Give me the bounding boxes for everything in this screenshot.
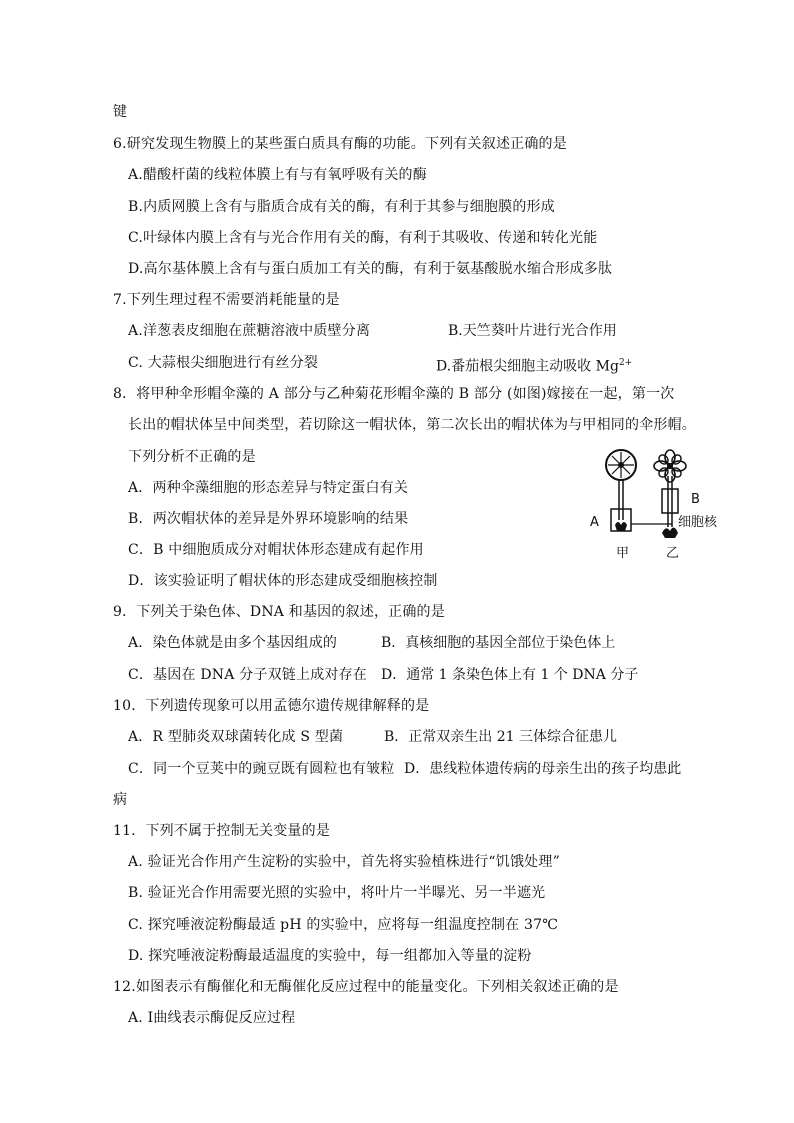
- question-9-option-c: C．基因在 DNA 分子双链上成对存在: [128, 667, 367, 683]
- question-12: 12.如图表示有酶催化和无酶催化反应过程中的能量变化。下列相关叙述正确的是: [113, 979, 619, 995]
- question-8-option-d: D．该实验证明了帽状体的形态建成受细胞核控制: [128, 573, 438, 589]
- question-6-option-b: B.内质网膜上含有与脂质合成有关的酶，有利于其参与细胞膜的形成: [128, 199, 555, 215]
- question-9-option-a: A．染色体就是由多个基因组成的: [128, 635, 338, 651]
- rhizoid-jia: [615, 522, 627, 531]
- question-6: 6.研究发现生物膜上的某些蛋白质具有酶的功能。下列有关叙述正确的是: [113, 136, 567, 152]
- question-7-option-d-text: D.番茄根尖细胞主动吸收 Mg: [436, 358, 619, 375]
- acetabularia-graft-figure: [588, 447, 718, 562]
- stalk-jia: [619, 480, 623, 520]
- question-10-option-d: D．患线粒体遗传病的母亲生出的孩子均患此: [404, 761, 682, 777]
- rhizoid-yi: [662, 527, 678, 538]
- question-7: 7.下列生理过程不需要消耗能量的是: [113, 292, 340, 308]
- part-b-box: [662, 489, 678, 513]
- question-9-option-b: B．真核细胞的基因全部位于染色体上: [381, 635, 616, 651]
- question-7-option-d: [436, 353, 632, 377]
- question-11-option-b: B. 验证光合作用需要光照的实验中，将叶片一半曝光、另一半遮光: [128, 885, 546, 901]
- question-10: 10．下列遗传现象可以用孟德尔遗传规律解释的是: [113, 698, 430, 714]
- question-7-option-c: C. 大蒜根尖细胞进行有丝分裂: [128, 355, 319, 371]
- question-11-option-d: D. 探究唾液淀粉酶最适温度的实验中，每一组都加入等量的淀粉: [128, 948, 532, 964]
- question-8-prompt: 下列分析不正确的是: [128, 449, 256, 465]
- question-10-option-a: A．R 型肺炎双球菌转化成 S 型菌: [128, 729, 344, 745]
- label-jia: 甲: [616, 546, 630, 561]
- question-12-option-a: A. Ⅰ曲线表示酶促反应过程: [128, 1010, 296, 1026]
- question-6-option-d: D.高尔基体膜上含有与蛋白质加工有关的酶，有利于氨基酸脱水缩合形成多肽: [128, 261, 613, 277]
- label-nucleus: 细胞核: [678, 515, 718, 530]
- question-11-option-a: A. 验证光合作用产生淀粉的实验中，首先将实验植株进行“饥饿处理”: [128, 854, 560, 870]
- question-7-option-b: B.天竺葵叶片进行光合作用: [448, 323, 617, 339]
- question-10-option-d-wrap: 病: [113, 792, 128, 808]
- question-9: 9．下列关于染色体、DNA 和基因的叙述，正确的是: [113, 604, 445, 620]
- stalk-yi: [668, 476, 672, 527]
- question-7-option-a: A.洋葱表皮细胞在蔗糖溶液中质壁分离: [128, 323, 371, 339]
- question-8-option-a: A．两种伞藻细胞的形态差异与特定蛋白有关: [128, 480, 409, 496]
- question-10-option-c: C．同一个豆荚中的豌豆既有圆粒也有皱粒: [128, 761, 395, 777]
- label-a: A: [590, 515, 599, 530]
- question-6-option-c: C.叶绿体内膜上含有与光合作用有关的酶，有利于其吸收、传递和转化光能: [128, 230, 598, 246]
- question-10-option-b: B．正常双亲生出 21 三体综合征患儿: [384, 729, 618, 745]
- figure-drawing: [588, 447, 718, 562]
- umbrella-cap-icon: [606, 450, 636, 480]
- question-8: 8．将甲种伞形帽伞藻的 A 部分与乙种菊花形帽伞藻的 B 部分 (如图)嫁接在一起，第一次: [113, 386, 675, 402]
- label-b: B: [691, 492, 700, 507]
- continued-text: 键: [113, 104, 128, 120]
- question-6-option-a: A.醋酸杆菌的线粒体膜上有与有氧呼吸有关的酶: [128, 167, 427, 183]
- question-11-option-c: C. 探究唾液淀粉酶最适 pH 的实验中，应将每一组温度控制在 37℃: [128, 917, 559, 933]
- chrysanthemum-cap-icon: [654, 450, 686, 482]
- label-yi: 乙: [666, 546, 680, 561]
- question-8-option-c: C．B 中细胞质成分对帽状体形态建成有起作用: [128, 542, 424, 558]
- superscript-charge: 2+: [618, 358, 633, 368]
- question-11: 11．下列不属于控制无关变量的是: [113, 823, 331, 839]
- question-8-option-b: B．两次帽状体的差异是外界环境影响的结果: [128, 511, 409, 527]
- question-8-continued: 长出的帽状体呈中间类型，若切除这一帽状体，第二次长出的帽状体为与甲相同的伞形帽。: [128, 417, 696, 433]
- question-9-option-d: D．通常 1 条染色体上有 1 个 DNA 分子: [381, 667, 639, 683]
